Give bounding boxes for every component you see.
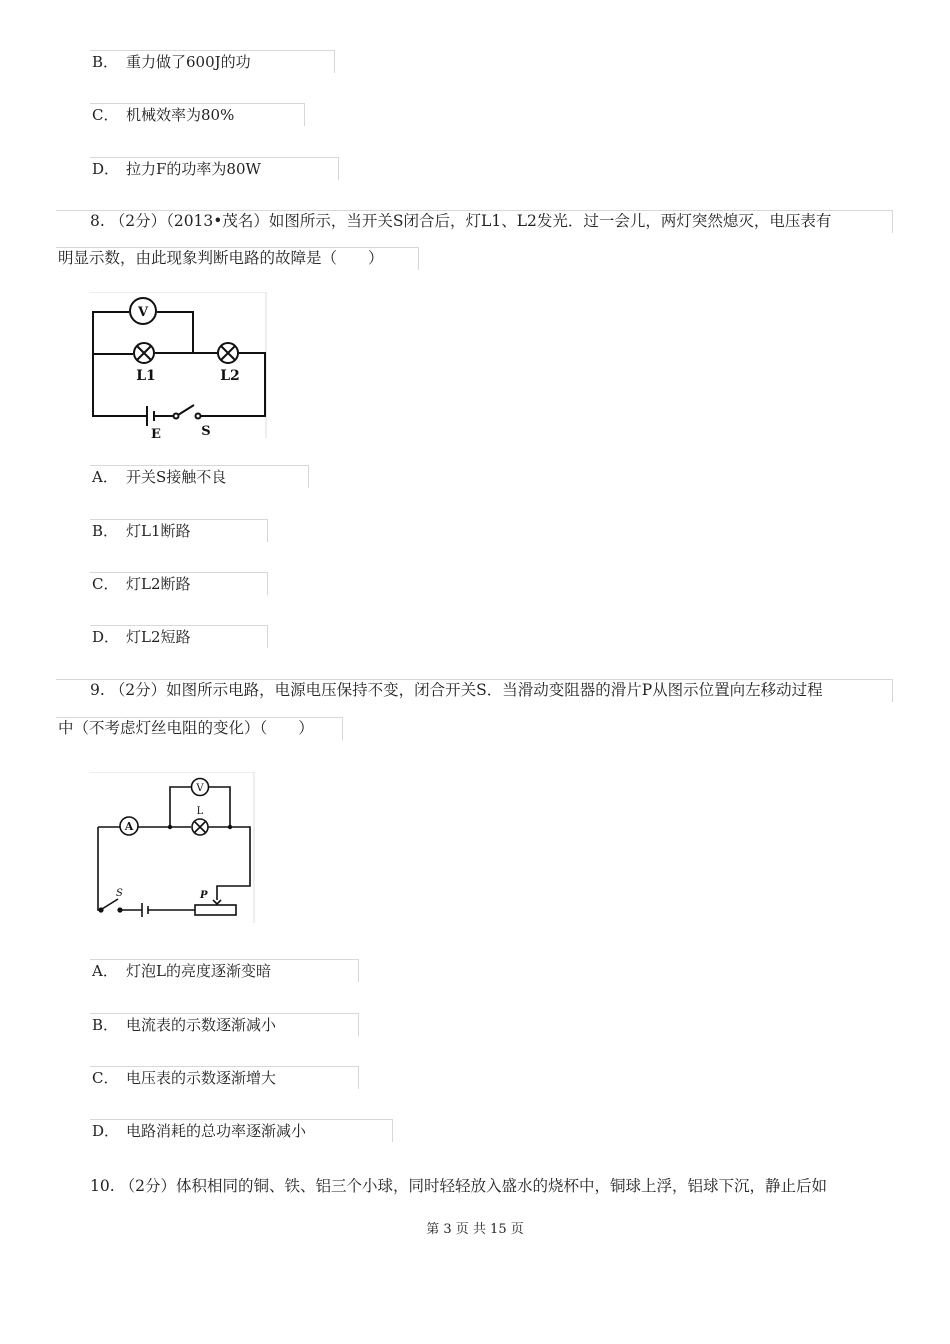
option-label: D． xyxy=(92,1122,120,1140)
option-label: B． xyxy=(92,53,119,71)
page-footer: 第 3 页 共 15 页 xyxy=(426,1222,524,1237)
q8-option-c[interactable] xyxy=(90,572,268,595)
option-text: 灯L2短路 xyxy=(126,628,191,646)
lamp1-label: L1 xyxy=(136,368,156,384)
option-text: 重力做了600J的功 xyxy=(126,53,251,71)
ammeter-label: A xyxy=(124,820,134,833)
option-label: B． xyxy=(92,522,119,540)
switch-label: S xyxy=(201,424,211,439)
option-label: C． xyxy=(92,575,119,593)
battery-label: E xyxy=(151,427,161,440)
option-text: 灯L1断路 xyxy=(126,522,191,540)
q7-option-c[interactable] xyxy=(90,103,305,126)
q9-option-b[interactable] xyxy=(90,1013,359,1036)
option-text: 电路消耗的总功率逐渐减小 xyxy=(126,1122,307,1140)
voltmeter-label: V xyxy=(137,305,149,320)
option-text: 灯L2断路 xyxy=(126,575,191,593)
option-text: 机械效率为80% xyxy=(126,106,235,124)
switch-label: S xyxy=(116,888,123,899)
q7-option-b[interactable] xyxy=(90,50,335,73)
q8-stem-line2: 明显示数，由此现象判断电路的故障是（ ） xyxy=(58,249,384,267)
option-label: C． xyxy=(92,1069,119,1087)
option-label: B． xyxy=(92,1016,119,1034)
q9-option-a[interactable] xyxy=(90,959,359,982)
voltmeter-label: V xyxy=(196,783,204,794)
q9-option-d[interactable] xyxy=(90,1119,393,1142)
q8-option-a[interactable] xyxy=(90,465,309,488)
q9-stem-line2: 中（不考虑灯丝电阻的变化）（ ） xyxy=(58,719,314,737)
option-text: 电流表的示数逐渐减小 xyxy=(126,1016,277,1034)
q8-option-d[interactable] xyxy=(90,625,268,648)
option-text: 拉力F的功率为80W xyxy=(126,160,261,178)
lamp2-label: L2 xyxy=(220,368,240,384)
q10-stem-line1: 10. （2分）体积相同的铜、铁、铝三个小球，同时轻轻放入盛水的烧杯中，铜球上浮，铝球下沉，静止后如 xyxy=(90,1177,827,1195)
q8-stem-line1: 8. （2分）（2013•茂名）如图所示，当开关S闭合后，灯L1、L2发光．过一会儿，两灯突然熄灭，电压表有 xyxy=(90,212,832,230)
slider-label: P xyxy=(200,890,208,901)
option-label: A． xyxy=(92,468,118,486)
q8-option-b[interactable] xyxy=(90,519,268,542)
q7-option-d[interactable] xyxy=(90,157,339,180)
option-label: A． xyxy=(92,962,118,980)
option-label: D． xyxy=(92,628,120,646)
option-text: 电压表的示数逐渐增大 xyxy=(126,1069,277,1087)
q9-option-c[interactable] xyxy=(90,1066,359,1089)
option-label: C． xyxy=(92,106,119,124)
option-label: D． xyxy=(92,160,120,178)
option-text: 开关S接触不良 xyxy=(126,468,227,486)
q9-stem-line1: 9. （2分）如图所示电路，电源电压保持不变，闭合开关S．当滑动变阻器的滑片P从图示位置向左移动过程 xyxy=(90,681,823,699)
option-text: 灯泡L的亮度逐渐变暗 xyxy=(126,962,271,980)
q8-circuit-diagram xyxy=(90,292,268,440)
q9-circuit-diagram xyxy=(90,772,256,924)
lamp-label: L xyxy=(196,806,204,817)
